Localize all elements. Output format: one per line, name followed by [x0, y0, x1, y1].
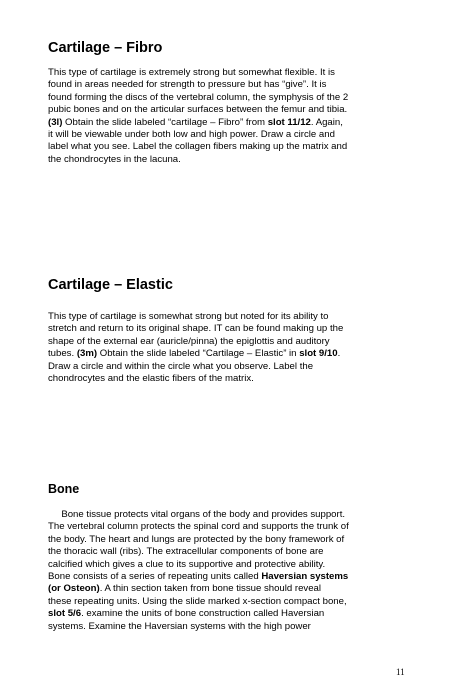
exercise-number: (3m): [76, 348, 98, 360]
text-line: the thoracic wall (ribs). The extracellular components of bone are: [48, 546, 324, 558]
text-line: stretch and return to its original shape. IT can be found making up the: [48, 323, 344, 335]
elastic-paragraph: [48, 311, 410, 385]
text-line: Bone consists of a series of repeating units called Haversian systems: [48, 571, 349, 583]
text-line: the chondrocytes in the lacuna.: [48, 153, 181, 165]
text-line: Bone tissue protects vital organs of the body and provides support.: [48, 509, 346, 520]
text-line: found in areas needed for strength to pressure but has “give”. It is: [48, 79, 327, 91]
fibro-heading: Cartilage – Fibro: [48, 40, 163, 56]
text-line: it will be viewable under both low and high power. Draw a circle and: [48, 129, 335, 141]
text-line: found forming the discs of the vertebral column, the symphysis of the 2: [48, 91, 349, 103]
slot-reference: slot 9/10: [299, 348, 338, 360]
term-haversian-systems: Haversian systems: [261, 571, 349, 583]
text-line: shape of the external ear (auricle/pinna) the epiglottis and auditory: [48, 335, 330, 347]
page-number: 11: [396, 667, 405, 677]
text-line: calcified which gives a clue to its supportive and protective ability.: [48, 558, 326, 570]
elastic-heading: Cartilage – Elastic: [48, 277, 173, 293]
exercise-number: (3l): [48, 116, 63, 128]
term-osteon: (or Osteon): [48, 583, 100, 595]
bone-heading: Bone: [48, 482, 80, 496]
text-line: pubic bones and on the articular surfaces between the femur and tibia.: [48, 104, 348, 116]
text-line: these repeating units. Using the slide marked x-section compact bone,: [48, 595, 347, 607]
text-line: chondrocytes and the elastic fibers of the matrix.: [48, 373, 254, 385]
text-line: tubes. (3m) Obtain the slide labeled “Cartilage – Elastic” in slot 9/10.: [48, 348, 341, 360]
bone-paragraph: [48, 509, 410, 633]
fibro-paragraph: [48, 67, 410, 166]
text-line: This type of cartilage is extremely strong but somewhat flexible. It is: [48, 67, 335, 78]
text-line: (3l) Obtain the slide labeled “cartilage – Fibro” from slot 11/12. Again,: [48, 116, 343, 128]
text-line: Draw a circle and within the circle what you observe. Label the: [48, 360, 314, 372]
slot-reference: slot 11/12: [267, 116, 311, 128]
text-line: slot 5/6. examine the units of bone construction called Haversian: [48, 608, 325, 620]
text-line: label what you see. Label the collagen fibers making up the matrix and: [48, 141, 348, 153]
text-line: The vertebral column protects the spinal cord and supports the trunk of: [48, 521, 349, 533]
text-line: the body. The heart and lungs are protected by the bony framework of: [48, 533, 345, 545]
slot-reference: slot 5/6: [48, 608, 82, 620]
text-line: (or Osteon). A thin section taken from bone tissue should reveal: [48, 583, 322, 595]
text-line: This type of cartilage is somewhat strong but noted for its ability to: [48, 311, 329, 322]
text-line: systems. Examine the Haversian systems with the high power: [48, 620, 311, 632]
